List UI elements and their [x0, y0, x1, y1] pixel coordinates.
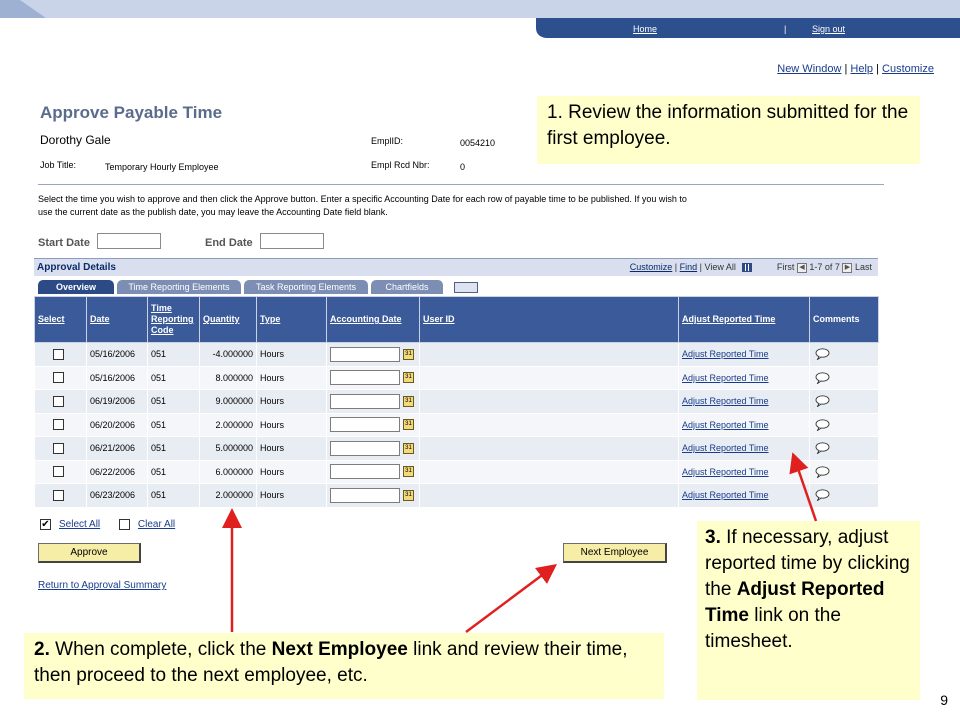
approval-grid	[34, 296, 879, 508]
top-banner	[0, 0, 960, 40]
row-select-checkbox[interactable]	[53, 490, 64, 501]
row-count: 1-7 of 7	[809, 262, 840, 272]
empl-rcd-value: 0	[460, 162, 466, 172]
end-date-label: End Date	[205, 237, 253, 249]
callout-step-3	[697, 521, 920, 700]
select-all-check-icon[interactable]: ✔	[41, 519, 50, 530]
row-type: Hours	[257, 366, 327, 390]
select-controls	[40, 519, 175, 530]
table-row	[35, 390, 879, 414]
row-date: 05/16/2006	[87, 366, 148, 390]
row-quantity: 8.000000	[200, 366, 257, 390]
step-2-text: When complete, click the	[49, 639, 272, 660]
row-date: 06/19/2006	[87, 390, 148, 414]
row-quantity: 9.000000	[200, 390, 257, 414]
callout-step-1: 1. Review the information submitted for the first employee.	[537, 96, 920, 164]
row-trc: 051	[148, 413, 200, 437]
nav-separator: |	[697, 262, 705, 272]
calendar-icon[interactable]: 31	[403, 372, 414, 383]
row-type: Hours	[257, 484, 327, 508]
accounting-date-input[interactable]	[330, 464, 400, 479]
tab-chartfields[interactable]: Chartfields	[371, 280, 443, 294]
table-row	[35, 460, 879, 484]
instructions-text: Select the time you wish to approve and then click the Approve button. Enter a specific Accounting Date for each row of payable time to be published. If you wish to use the current date as the publish date, you may leave the Accounting Date field blank.	[38, 194, 687, 217]
step-2-bold: Next Employee	[271, 639, 408, 660]
clear-all-link[interactable]: Clear All	[137, 519, 176, 531]
calendar-icon[interactable]: 31	[403, 396, 414, 407]
end-date-input[interactable]	[260, 233, 324, 249]
row-quantity: 6.000000	[200, 460, 257, 484]
row-quantity: 2.000000	[200, 413, 257, 437]
start-date-input[interactable]	[97, 233, 161, 249]
home-link[interactable]: Home	[633, 24, 658, 34]
emplid-label: EmplID:	[371, 136, 404, 146]
grid-title: Approval Details	[37, 262, 116, 273]
comment-bubble-icon[interactable]	[815, 419, 830, 431]
calendar-icon[interactable]: 31	[403, 349, 414, 360]
calendar-icon[interactable]: 31	[403, 490, 414, 501]
row-user-id	[420, 460, 679, 484]
job-title-value: Temporary Hourly Employee	[105, 162, 219, 172]
adjust-reported-time-link[interactable]: Adjust Reported Time	[682, 419, 769, 430]
table-row	[35, 366, 879, 390]
customize-page-link[interactable]: Customize	[882, 63, 934, 75]
adjust-reported-time-link[interactable]: Adjust Reported Time	[682, 396, 769, 407]
comment-bubble-icon[interactable]	[815, 372, 830, 384]
download-icon[interactable]	[742, 263, 752, 272]
next-employee-button[interactable]: Next Employee	[563, 543, 667, 563]
grid-find-link[interactable]: Find	[679, 262, 698, 272]
col-user-id[interactable]: User ID	[420, 297, 679, 343]
row-trc: 051	[148, 390, 200, 414]
accounting-date-input[interactable]	[330, 417, 400, 432]
table-row	[35, 437, 879, 461]
tab-time-reporting-elements[interactable]: Time Reporting Elements	[117, 280, 241, 294]
utility-links	[777, 63, 934, 75]
row-quantity: -4.000000	[200, 343, 257, 367]
col-select[interactable]: Select	[35, 297, 87, 343]
row-select-checkbox[interactable]	[53, 419, 64, 430]
accounting-date-input[interactable]	[330, 394, 400, 409]
tab-overview[interactable]: Overview	[38, 280, 114, 294]
row-date: 06/22/2006	[87, 460, 148, 484]
select-all-link[interactable]: Select All	[59, 519, 101, 531]
view-all-link[interactable]: View All	[704, 262, 736, 272]
table-row	[35, 413, 879, 437]
last-label: Last	[854, 262, 872, 272]
link-separator: |	[873, 63, 883, 75]
row-select-checkbox[interactable]	[53, 349, 64, 360]
emplid-value: 0054210	[460, 138, 496, 148]
row-type: Hours	[257, 460, 327, 484]
comment-bubble-icon[interactable]	[815, 489, 830, 501]
tab-task-reporting-elements[interactable]: Task Reporting Elements	[244, 280, 368, 294]
row-type: Hours	[257, 437, 327, 461]
col-date[interactable]: Date	[87, 297, 148, 343]
link-separator: |	[841, 63, 851, 75]
row-quantity: 2.000000	[200, 484, 257, 508]
job-title-label: Job Title:	[40, 160, 77, 170]
show-all-columns-icon[interactable]	[454, 282, 478, 293]
page-title: Approve Payable Time	[40, 103, 223, 122]
col-type[interactable]: Type	[257, 297, 327, 343]
signout-link[interactable]: Sign out	[812, 24, 846, 34]
row-user-id	[420, 343, 679, 367]
slide-number: 9	[940, 692, 948, 708]
row-select-checkbox[interactable]	[53, 396, 64, 407]
grid-navigation	[630, 262, 872, 273]
calendar-icon[interactable]: 31	[403, 419, 414, 430]
calendar-icon[interactable]: 31	[403, 443, 414, 454]
comment-bubble-icon[interactable]	[815, 395, 830, 407]
comment-bubble-icon[interactable]	[815, 348, 830, 360]
new-window-link[interactable]: New Window	[777, 63, 842, 75]
table-row	[35, 343, 879, 367]
row-trc: 051	[148, 484, 200, 508]
row-user-id	[420, 437, 679, 461]
accounting-date-input[interactable]	[330, 441, 400, 456]
row-user-id	[420, 366, 679, 390]
table-row	[35, 484, 879, 508]
adjust-reported-time-link[interactable]: Adjust Reported Time	[682, 490, 769, 501]
adjust-reported-time-link[interactable]: Adjust Reported Time	[682, 443, 769, 454]
row-type: Hours	[257, 390, 327, 414]
accounting-date-input[interactable]	[330, 370, 400, 385]
row-user-id	[420, 484, 679, 508]
accounting-date-input[interactable]	[330, 347, 400, 362]
grid-customize-link[interactable]: Customize	[629, 262, 673, 272]
step-2-number: 2.	[34, 639, 50, 660]
step-2-text: link and review their time, then proceed to the next employee, etc.	[34, 639, 628, 686]
nav-separator: |	[672, 262, 680, 272]
first-label: First	[776, 262, 795, 272]
col-comments: Comments	[810, 297, 879, 343]
start-date-label: Start Date	[38, 237, 90, 249]
arrow-to-next-employee	[466, 567, 553, 632]
row-trc: 051	[148, 437, 200, 461]
row-trc: 051	[148, 366, 200, 390]
step-3-bold: Adjust Reported Time	[705, 579, 885, 626]
approve-button[interactable]: Approve	[38, 543, 141, 563]
help-link[interactable]: Help	[850, 63, 874, 75]
employee-name: Dorothy Gale	[40, 133, 111, 147]
adjust-reported-time-link[interactable]: Adjust Reported Time	[682, 466, 769, 477]
prev-arrow-icon[interactable]: ◀	[797, 263, 807, 273]
clear-all-check-icon[interactable]	[119, 519, 130, 530]
return-to-summary-link[interactable]: Return to Approval Summary	[38, 580, 167, 591]
step-3-number: 3.	[705, 527, 721, 548]
comment-bubble-icon[interactable]	[815, 466, 830, 478]
row-type: Hours	[257, 343, 327, 367]
row-date: 06/21/2006	[87, 437, 148, 461]
step-3-text: link on the timesheet.	[705, 605, 841, 652]
empl-rcd-label: Empl Rcd Nbr:	[371, 160, 430, 170]
divider-line	[38, 184, 884, 185]
accounting-date-input[interactable]	[330, 488, 400, 503]
row-trc: 051	[148, 460, 200, 484]
calendar-icon[interactable]: 31	[403, 466, 414, 477]
banner-divider: |	[784, 24, 787, 34]
row-select-checkbox[interactable]	[53, 443, 64, 454]
row-select-checkbox[interactable]	[53, 466, 64, 477]
row-date: 06/23/2006	[87, 484, 148, 508]
row-quantity: 5.000000	[200, 437, 257, 461]
row-trc: 051	[148, 343, 200, 367]
comment-bubble-icon[interactable]	[815, 442, 830, 454]
row-select-checkbox[interactable]	[53, 372, 64, 383]
col-quantity[interactable]: Quantity	[200, 297, 257, 343]
row-date: 06/20/2006	[87, 413, 148, 437]
row-type: Hours	[257, 413, 327, 437]
row-date: 05/16/2006	[87, 343, 148, 367]
col-adjust[interactable]: Adjust Reported Time	[679, 297, 810, 343]
row-user-id	[420, 390, 679, 414]
col-accounting-date[interactable]: Accounting Date	[327, 297, 420, 343]
next-arrow-icon[interactable]: ▶	[842, 263, 852, 273]
adjust-reported-time-link[interactable]: Adjust Reported Time	[682, 372, 769, 383]
callout-step-2	[24, 633, 664, 699]
col-trc[interactable]: Time Reporting Code	[148, 297, 200, 343]
grid-header-bar	[34, 258, 878, 276]
adjust-reported-time-link[interactable]: Adjust Reported Time	[682, 349, 769, 360]
row-user-id	[420, 413, 679, 437]
step-3-text: If necessary, adjust reported time by clicking the	[705, 527, 910, 600]
